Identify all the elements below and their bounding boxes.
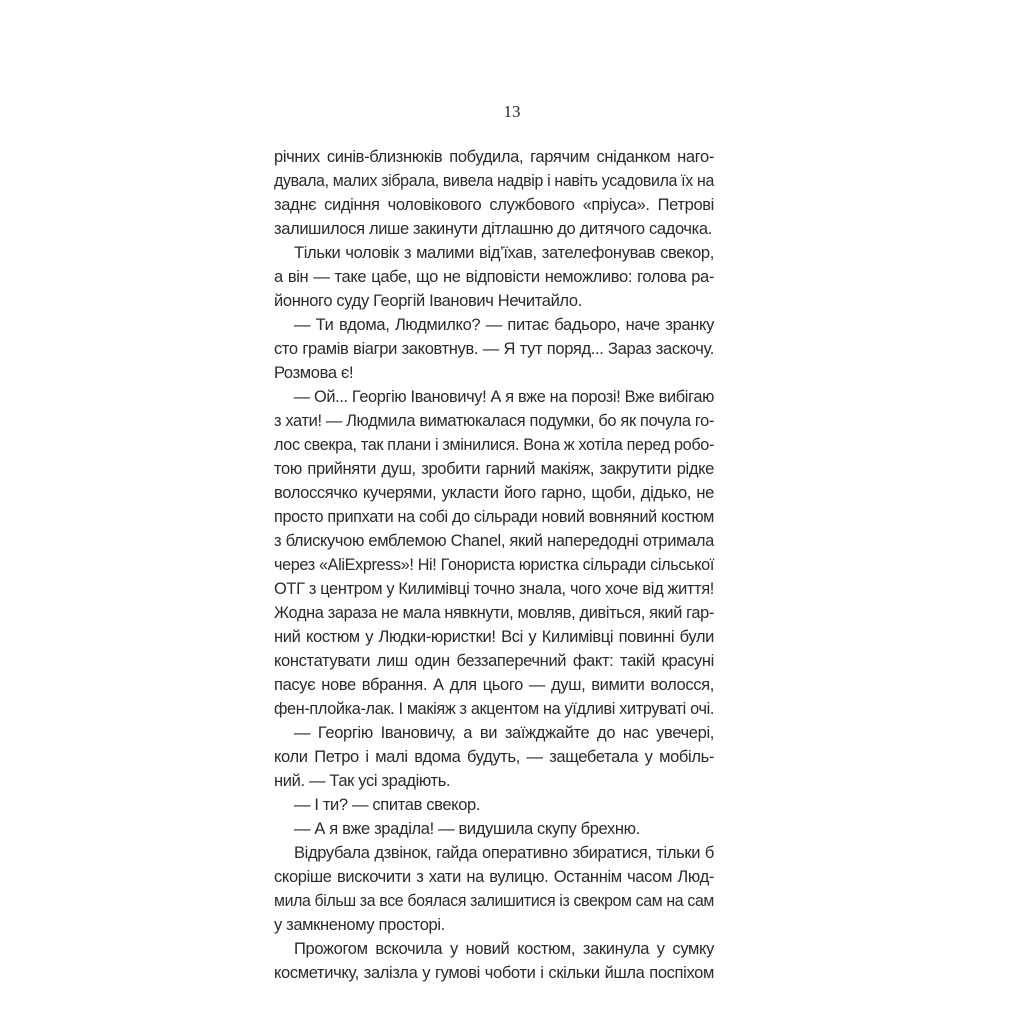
text-line: — Ти вдома, Людмилко? — питає бадьоро, наче зранку bbox=[294, 316, 714, 334]
text-line: — Ой... Георгію Івановичу! А я вже на порозі! Вже вибігаю bbox=[293, 388, 714, 406]
text-line: Відрубала дзвінок, гайда оперативно збиратися, тільки б bbox=[294, 844, 714, 862]
text-line: просто припхати на собі до сільради новий вовняний костюм bbox=[274, 508, 714, 526]
text-line: косметичку, залізла у гумові чоботи і скільки йшла поспіхом bbox=[274, 964, 714, 982]
text-line: скоріше вискочити з хати на вулицю. Останнім часом Люд- bbox=[274, 868, 714, 886]
text-line: з хати! — Людмила виматюкалася подумки, бо як почула го- bbox=[274, 412, 714, 430]
text-line: у замкненому просторі. bbox=[274, 916, 445, 934]
page-number: 13 bbox=[503, 102, 521, 121]
text-line: фен-плойка-лак. І макіяж з акцентом на уїдливі хитруваті очі. bbox=[274, 700, 715, 718]
text-line: дувала, малих зібрала, вивела надвір і навіть усадовила їх на bbox=[274, 172, 714, 190]
text-line: Розмова є! bbox=[274, 364, 354, 382]
text-line: — Георгію Івановичу, а ви заїжджайте до нас увечері, bbox=[294, 724, 714, 742]
text-line: через «AliExpress»! Ні! Гонориста юристка сільради сільської bbox=[274, 556, 714, 574]
text-line: волоссячко кучерями, укласти його гарно, щоби, дідько, не bbox=[274, 484, 714, 502]
text-line: сто грамів віагри заковтнув. — Я тут поряд... Зараз заскочу. bbox=[274, 340, 714, 358]
text-line: з блискучою емблемою Chanel, який напередодні отримала bbox=[274, 532, 714, 550]
text-line: а він — таке цабе, що не відповісти неможливо: голова ра- bbox=[274, 268, 714, 286]
text-line: лос свекра, так плани і змінилися. Вона ж хотіла перед робо- bbox=[274, 436, 715, 454]
text-line: пасує нове вбрання. А для цього — душ, вимити волосся, bbox=[274, 676, 714, 694]
text-line: залишилося лише закинути дітлашню до дитячого садочка. bbox=[274, 220, 712, 238]
text-line: — А я вже зраділа! — видушила скупу брехню. bbox=[294, 820, 640, 838]
text-line: Тільки чоловік з малими від’їхав, зателефонував свекор, bbox=[294, 244, 714, 262]
text-line: ний костюм у Людки-юристки! Всі у Килимівці повинні були bbox=[274, 628, 714, 646]
text-line: тою прийняти душ, зробити гарний макіяж, закрутити рідке bbox=[274, 460, 714, 478]
text-line: ний. — Так усі зрадіють. bbox=[274, 772, 451, 790]
text-line: річних синів-близнюків побудила, гарячим сніданком наго- bbox=[274, 148, 714, 166]
text-line: мила більш за все боялася залишитися із свекром сам на сам bbox=[274, 892, 715, 910]
text-line: Жодна зараза не мала нявкнути, мовляв, дивіться, який гар- bbox=[274, 604, 715, 622]
body-text bbox=[274, 145, 714, 985]
text-line: йонного суду Георгій Іванович Нечитайло. bbox=[274, 292, 582, 310]
text-line: — І ти? — спитав свекор. bbox=[294, 796, 481, 814]
text-line: коли Петро і малі вдома будуть, — защебетала у мобіль- bbox=[274, 748, 714, 766]
text-line: констатувати лиш один беззаперечний факт: такій красуні bbox=[274, 652, 714, 670]
text-line: заднє сидіння чоловікового службового «пріуса». Петрові bbox=[274, 196, 714, 214]
text-line: ОТГ з центром у Килимівці точно знала, чого хоче від життя! bbox=[274, 580, 715, 598]
text-line: Прожогом вскочила у новий костюм, закинула у сумку bbox=[294, 940, 714, 958]
